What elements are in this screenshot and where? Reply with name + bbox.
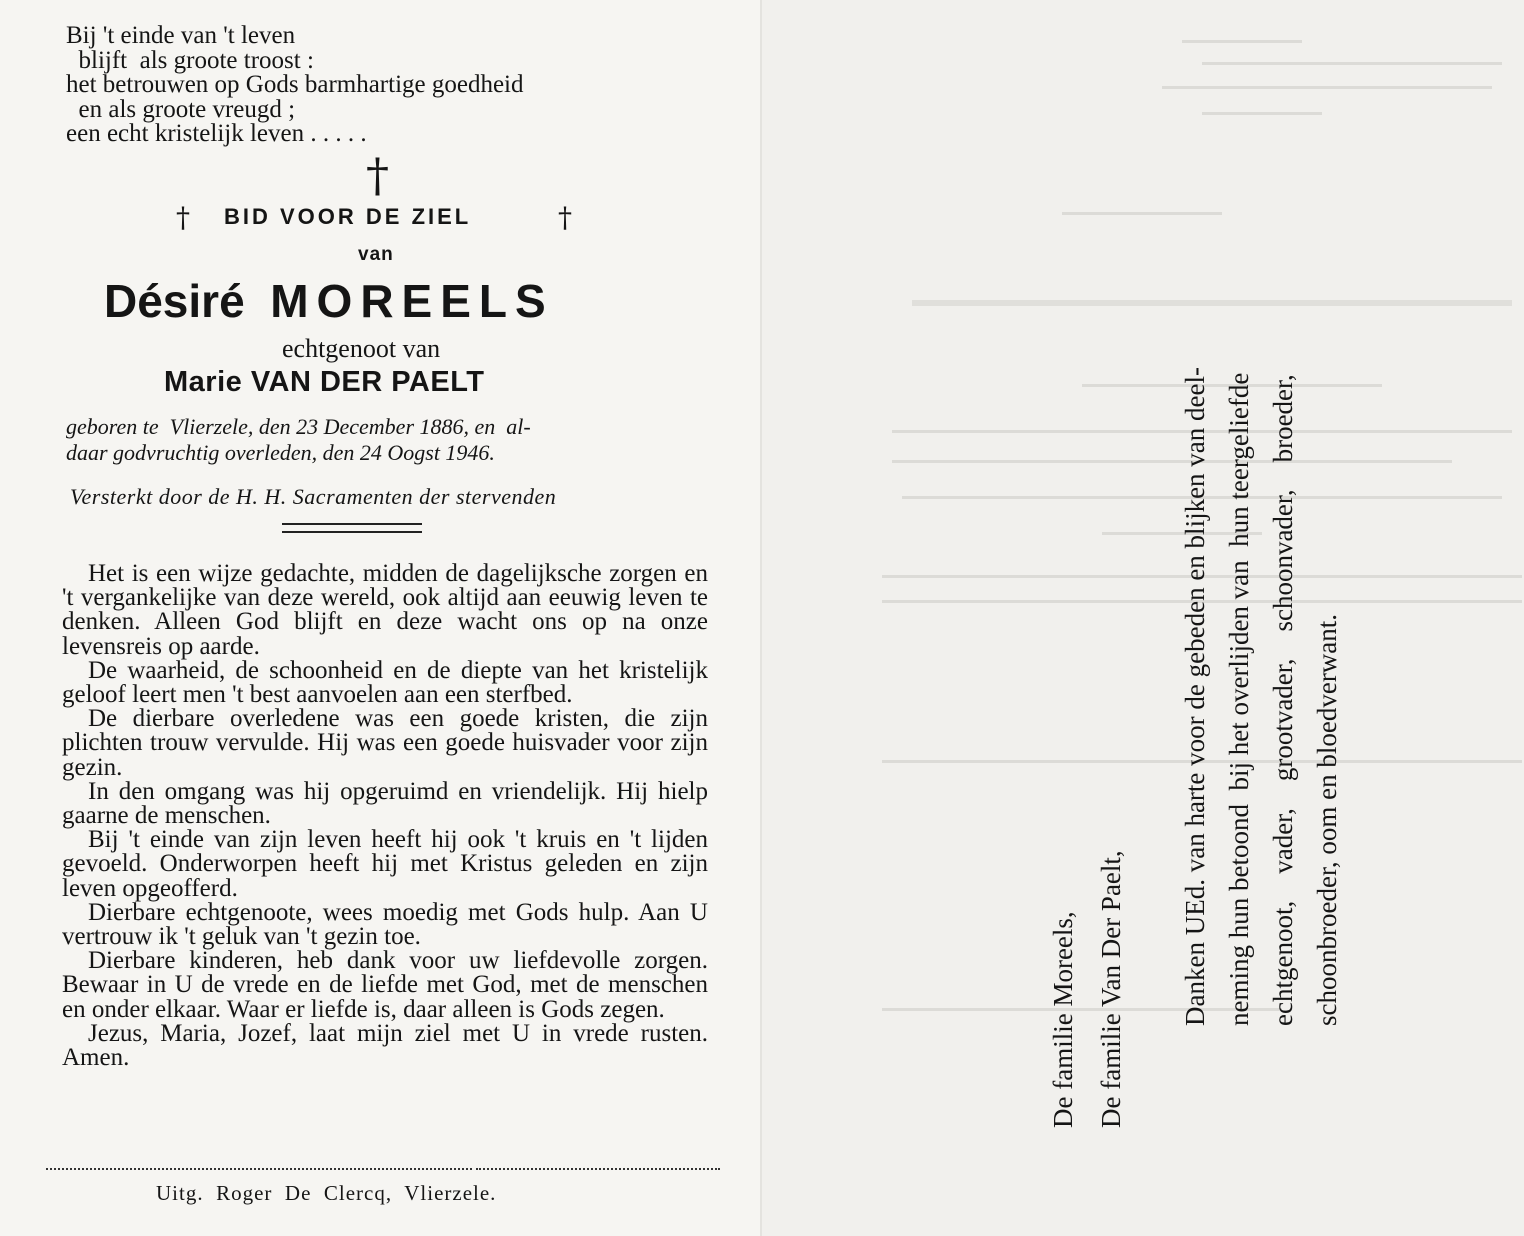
death-line: daar godvruchtig overleden, den 24 Oogst 1946. (66, 440, 495, 465)
sacrament-line: Versterkt door de H. H. Sacramenten der stervenden (70, 484, 557, 509)
cross-icon: † (366, 148, 389, 202)
birth-line: geboren te Vlierzele, den 23 December 1886, en al- (66, 414, 531, 439)
right-panel (762, 0, 1524, 1236)
van-label: van (358, 244, 394, 265)
poem-line: blijft als groote troost : (66, 46, 314, 74)
dotted-rule (46, 1168, 472, 1170)
memorial-text (62, 562, 708, 1070)
thanks-line: echtgenoot, vader, grootvader, schoonvader, broeder, (1268, 374, 1298, 1026)
show-through (882, 1008, 1282, 1011)
family-line-moreels: De familie Moreels, (1048, 911, 1078, 1128)
show-through (892, 460, 1452, 463)
poem-line: en als groote vreugd ; (66, 95, 296, 123)
show-through (1062, 212, 1222, 215)
deceased-surname: MOREELS (270, 275, 554, 327)
paragraph: De waarheid, de schoonheid en de diepte van het kristelijk geloof leert men 't best aanvoelen aan een sterfbed. (62, 656, 708, 709)
show-through (1162, 86, 1492, 89)
show-through (1202, 62, 1502, 65)
birth-death-details (66, 414, 710, 466)
spouse-name: Marie VAN DER PAELT (164, 366, 485, 398)
paragraph: In den omgang was hij opgeruimd en vriendelijk. Hij hielp gaarne de menschen. (62, 777, 708, 830)
prayer-heading: BID VOOR DE ZIEL (224, 204, 472, 229)
poem-line: een echt kristelijk leven . . . . . (66, 120, 367, 147)
family-line-van-der-paelt: De familie Van Der Paelt, (1096, 850, 1126, 1128)
cross-icon-left: † (176, 201, 190, 234)
dotted-rule (476, 1168, 720, 1170)
deceased-first-name: Désiré (104, 275, 245, 327)
deceased-name (104, 274, 554, 328)
show-through (912, 300, 1512, 306)
thanks-line: neming hun betoond bij het overlijden van hun teergeliefde (1224, 372, 1254, 1026)
show-through (1182, 40, 1302, 43)
opening-poem (66, 24, 524, 147)
publisher-line: Uitg. Roger De Clercq, Vlierzele. (156, 1181, 497, 1205)
paragraph: Dierbare kinderen, heb dank voor uw liefdevolle zorgen. Bewaar in U de vrede en de liefde met God, met de menschen en onder elkaar. Waar er liefde is, daar alleen is Gods zegen. (62, 947, 708, 1023)
paragraph: Bij 't einde van zijn leven heeft hij ook 't kruis en 't lijden gevoeld. Onderworpen heeft hij met Kristus geleden en zijn leven opgeofferd. (62, 826, 708, 902)
show-through (1202, 112, 1322, 115)
poem-line: het betrouwen op Gods barmhartige goedheid (66, 71, 524, 98)
spouse-intro: echtgenoot van (282, 334, 441, 363)
divider-line (282, 523, 422, 525)
paragraph: Dierbare echtgenoote, wees moedig met Gods hulp. Aan U vertrouw ik 't geluk van 't gezin toe. (62, 898, 708, 951)
paragraph: De dierbare overledene was een goede kristen, die zijn plichten trouw vervulde. Hij was een goede huisvader voor zijn gezin. (62, 705, 708, 781)
divider-line (282, 531, 422, 533)
thanks-line: Danken UEd. van harte voor de gebeden en blijken van deel- (1180, 367, 1210, 1026)
paragraph: Het is een wijze gedachte, midden de dagelijksche zorgen en 't vergankelijke van deze wereld, ook altijd aan eeuwig leven te denken. Alleen God blijft en deze wacht ons op na onze levensreis op aarde. (62, 560, 708, 660)
thanks-line: schoonbroeder, oom en bloedverwant. (1312, 613, 1342, 1026)
cross-icon-right: † (558, 201, 572, 234)
poem-line: Bij 't einde van 't leven (66, 22, 296, 49)
paragraph: Jezus, Maria, Jozef, laat mijn ziel met U in vrede rusten. Amen. (62, 1019, 708, 1072)
